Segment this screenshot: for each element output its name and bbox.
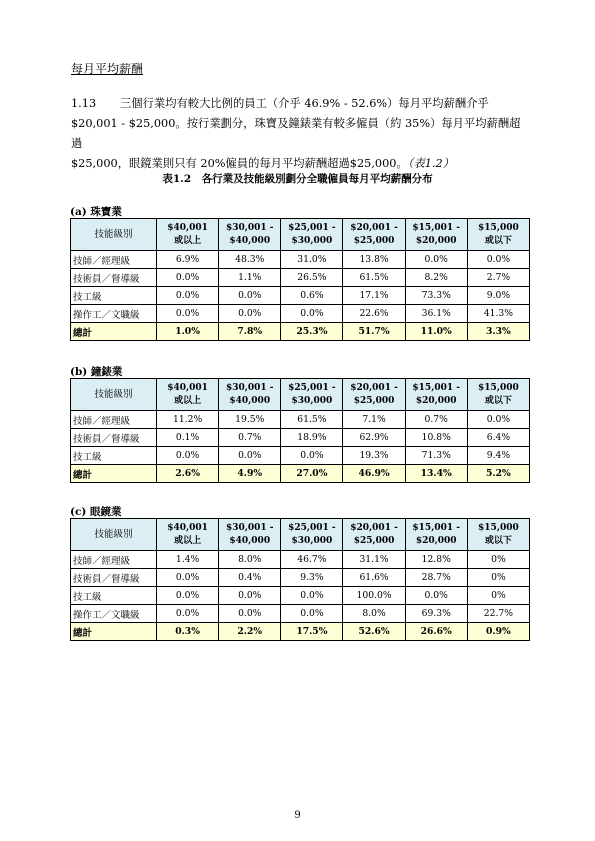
table-cell: 6.4% <box>467 429 529 447</box>
header-col-3-bottom: $30,000 <box>291 235 333 246</box>
section-heading: 每月平均薪酬 <box>71 62 144 76</box>
total-cell: 2.6% <box>157 465 219 483</box>
header-col-3-bottom: $30,000 <box>291 535 333 546</box>
table-cell: 9.3% <box>281 569 343 587</box>
table-cell: 0.1% <box>157 429 219 447</box>
table-cell: 0.0% <box>281 305 343 323</box>
table-cell: 19.3% <box>343 447 405 465</box>
total-row <box>71 623 530 641</box>
table-cell: 8.0% <box>343 605 405 623</box>
total-cell: 26.6% <box>405 623 467 641</box>
table-cell: 0.0% <box>219 305 281 323</box>
header-col-6 <box>467 379 529 411</box>
table-row <box>71 305 530 323</box>
header-col-2 <box>219 219 281 251</box>
table-cell: 12.8% <box>405 551 467 569</box>
header-col-2-bottom: $40,000 <box>229 395 271 406</box>
header-col-1-top: $40,001 <box>167 382 208 393</box>
table-row <box>71 251 530 269</box>
header-col-5-bottom: $20,000 <box>415 235 457 246</box>
total-cell: 17.5% <box>281 623 343 641</box>
table-cell: 8.0% <box>219 551 281 569</box>
table-cell: 0.0% <box>281 587 343 605</box>
total-row <box>71 465 530 483</box>
header-col-6-bottom: 或以下 <box>484 535 512 546</box>
table-cell: 10.8% <box>405 429 467 447</box>
table-row <box>71 287 530 305</box>
row-label: 操作工／文職級 <box>71 605 157 623</box>
table-cell: 0.0% <box>405 587 467 605</box>
table-row <box>71 569 530 587</box>
table-cell: 6.9% <box>157 251 219 269</box>
header-skill-level: 技能級別 <box>71 379 157 411</box>
table-cell: 1.1% <box>219 269 281 287</box>
header-col-2-bottom: $40,000 <box>229 535 271 546</box>
table-cell: 8.2% <box>405 269 467 287</box>
table-row <box>71 551 530 569</box>
table-cell: 0.0% <box>405 251 467 269</box>
header-col-1-top: $40,001 <box>167 222 208 233</box>
header-skill-level: 技能級別 <box>71 219 157 251</box>
table-cell: 0% <box>467 551 529 569</box>
header-col-2-bottom: $40,000 <box>229 235 271 246</box>
table-cell: 0.0% <box>157 287 219 305</box>
table-title: 表1.2 各行業及技能級別劃分全職僱員每月平均薪酬分布 <box>162 173 433 185</box>
table-cell: 0.0% <box>281 447 343 465</box>
table-cell: 100.0% <box>343 587 405 605</box>
table-cell: 1.4% <box>157 551 219 569</box>
table-row <box>71 269 530 287</box>
header-col-2 <box>219 519 281 551</box>
table-cell: 22.7% <box>467 605 529 623</box>
total-cell: 52.6% <box>343 623 405 641</box>
paragraph-line-1-text: 三個行業均有較大比例的員工（介乎 46.9% - 52.6%）每月平均薪酬介乎 <box>120 97 489 110</box>
header-col-6-top: $15,000 <box>478 522 519 533</box>
table-cell: 9.0% <box>467 287 529 305</box>
header-col-2-top: $30,001 - <box>225 222 274 233</box>
table-reference: （表1.2） <box>407 157 454 170</box>
header-col-3 <box>281 519 343 551</box>
header-col-1 <box>157 219 219 251</box>
table-cell: 62.9% <box>343 429 405 447</box>
header-col-6-bottom: 或以下 <box>484 395 512 406</box>
header-col-3-bottom: $30,000 <box>291 395 333 406</box>
table-cell: 61.5% <box>343 269 405 287</box>
table-optical <box>70 518 530 641</box>
table-row <box>71 411 530 429</box>
total-row <box>71 323 530 341</box>
table-cell: 0.7% <box>219 429 281 447</box>
total-cell: 13.4% <box>405 465 467 483</box>
table-cell: 41.3% <box>467 305 529 323</box>
row-label: 操作工／文職級 <box>71 305 157 323</box>
table-row <box>71 447 530 465</box>
table-cell: 26.5% <box>281 269 343 287</box>
header-col-3 <box>281 219 343 251</box>
table-cell: 31.1% <box>343 551 405 569</box>
header-col-1 <box>157 519 219 551</box>
table-cell: 0.0% <box>219 287 281 305</box>
header-col-5-bottom: $20,000 <box>415 535 457 546</box>
row-label: 技師／經理級 <box>71 411 157 429</box>
total-cell: 51.7% <box>343 323 405 341</box>
table-row <box>71 605 530 623</box>
header-row <box>71 519 530 551</box>
row-label: 技術員／督導級 <box>71 429 157 447</box>
header-col-1-bottom: 或以上 <box>174 395 202 406</box>
table-cell: 0% <box>467 569 529 587</box>
table-watches <box>70 378 530 483</box>
header-col-5 <box>405 379 467 411</box>
header-col-5 <box>405 219 467 251</box>
table-cell: 0.0% <box>219 605 281 623</box>
row-label: 技工級 <box>71 587 157 605</box>
table-cell: 0.0% <box>467 251 529 269</box>
total-cell: 11.0% <box>405 323 467 341</box>
header-col-3-top: $25,001 - <box>288 382 336 393</box>
total-cell: 7.8% <box>219 323 281 341</box>
table-cell: 18.9% <box>281 429 343 447</box>
table-cell: 0.0% <box>219 587 281 605</box>
total-cell: 1.0% <box>157 323 219 341</box>
header-col-4-bottom: $25,000 <box>353 395 395 406</box>
table-cell: 0.0% <box>157 305 219 323</box>
header-col-4-top: $20,001 - <box>350 522 398 533</box>
table-row <box>71 429 530 447</box>
header-col-4-bottom: $25,000 <box>353 235 395 246</box>
table-cell: 7.1% <box>343 411 405 429</box>
table-cell: 19.5% <box>219 411 281 429</box>
table-cell: 0.0% <box>281 605 343 623</box>
header-col-4 <box>343 219 405 251</box>
row-label: 技術員／督導級 <box>71 569 157 587</box>
paragraph-line-2: $20,001 - $25,000。按行業劃分，珠寶及鐘錶業有較多僱員（約 35%）每月平均薪酬超過 <box>71 117 521 150</box>
table-cell: 11.2% <box>157 411 219 429</box>
section-label-c: (c) 眼鏡業 <box>70 506 122 518</box>
table-cell: 0.0% <box>157 447 219 465</box>
table-cell: 71.3% <box>405 447 467 465</box>
table-cell: 61.6% <box>343 569 405 587</box>
header-col-5-top: $15,001 - <box>412 382 460 393</box>
total-label: 總計 <box>71 465 157 483</box>
header-col-4-top: $20,001 - <box>350 222 398 233</box>
header-col-5-top: $15,001 - <box>412 522 460 533</box>
table-cell: 0% <box>467 587 529 605</box>
paragraph-number: 1.13 <box>71 97 97 110</box>
table-cell: 46.7% <box>281 551 343 569</box>
total-cell: 4.9% <box>219 465 281 483</box>
header-col-2-top: $30,001 - <box>225 382 274 393</box>
table-cell: 0.4% <box>219 569 281 587</box>
total-cell: 0.9% <box>467 623 529 641</box>
row-label: 技工級 <box>71 447 157 465</box>
header-col-5-bottom: $20,000 <box>415 395 457 406</box>
header-col-6-bottom: 或以下 <box>484 235 512 246</box>
header-col-2 <box>219 379 281 411</box>
table-cell: 28.7% <box>405 569 467 587</box>
header-row <box>71 219 530 251</box>
total-cell: 25.3% <box>281 323 343 341</box>
table-cell: 0.7% <box>405 411 467 429</box>
header-col-4-bottom: $25,000 <box>353 535 395 546</box>
total-cell: 3.3% <box>467 323 529 341</box>
table-cell: 48.3% <box>219 251 281 269</box>
total-cell: 2.2% <box>219 623 281 641</box>
header-col-6-top: $15,000 <box>478 382 519 393</box>
table-cell: 31.0% <box>281 251 343 269</box>
row-label: 技師／經理級 <box>71 551 157 569</box>
header-col-1-top: $40,001 <box>167 522 208 533</box>
header-col-2-top: $30,001 - <box>225 522 274 533</box>
total-cell: 0.3% <box>157 623 219 641</box>
row-label: 技工級 <box>71 287 157 305</box>
total-label: 總計 <box>71 623 157 641</box>
total-cell: 5.2% <box>467 465 529 483</box>
section-label-a: (a) 珠寶業 <box>70 206 122 218</box>
table-cell: 13.8% <box>343 251 405 269</box>
table-cell: 0.0% <box>157 569 219 587</box>
table-cell: 0.0% <box>467 411 529 429</box>
table-cell: 61.5% <box>281 411 343 429</box>
header-col-6-top: $15,000 <box>478 222 519 233</box>
table-cell: 0.0% <box>157 605 219 623</box>
header-col-4 <box>343 519 405 551</box>
header-col-5-top: $15,001 - <box>412 222 460 233</box>
row-label: 技術員／督導級 <box>71 269 157 287</box>
header-col-3 <box>281 379 343 411</box>
table-cell: 2.7% <box>467 269 529 287</box>
table-cell: 69.3% <box>405 605 467 623</box>
table-cell: 73.3% <box>405 287 467 305</box>
paragraph-line-1 <box>71 94 531 114</box>
table-cell: 17.1% <box>343 287 405 305</box>
total-label: 總計 <box>71 323 157 341</box>
header-col-4-top: $20,001 - <box>350 382 398 393</box>
header-col-5 <box>405 519 467 551</box>
header-col-1-bottom: 或以上 <box>174 535 202 546</box>
table-jewellery <box>70 218 530 341</box>
table-cell: 22.6% <box>343 305 405 323</box>
total-cell: 27.0% <box>281 465 343 483</box>
header-row <box>71 379 530 411</box>
section-label-b: (b) 鐘錶業 <box>70 366 123 378</box>
header-col-6 <box>467 219 529 251</box>
table-cell: 0.6% <box>281 287 343 305</box>
header-col-1 <box>157 379 219 411</box>
header-skill-level: 技能級別 <box>71 519 157 551</box>
header-col-3-top: $25,001 - <box>288 522 336 533</box>
paragraph-1-13 <box>71 94 531 174</box>
table-cell: 9.4% <box>467 447 529 465</box>
table-cell: 0.0% <box>157 587 219 605</box>
header-col-4 <box>343 379 405 411</box>
page-number: 9 <box>294 810 301 821</box>
row-label: 技師／經理級 <box>71 251 157 269</box>
header-col-6 <box>467 519 529 551</box>
paragraph-line-3-text: $25,000，眼鏡業則只有 20%僱員的每月平均薪酬超過$25,000。 <box>71 157 408 170</box>
header-col-1-bottom: 或以上 <box>174 235 202 246</box>
table-cell: 36.1% <box>405 305 467 323</box>
table-row <box>71 587 530 605</box>
table-cell: 0.0% <box>219 447 281 465</box>
header-col-3-top: $25,001 - <box>288 222 336 233</box>
table-cell: 0.0% <box>157 269 219 287</box>
total-cell: 46.9% <box>343 465 405 483</box>
